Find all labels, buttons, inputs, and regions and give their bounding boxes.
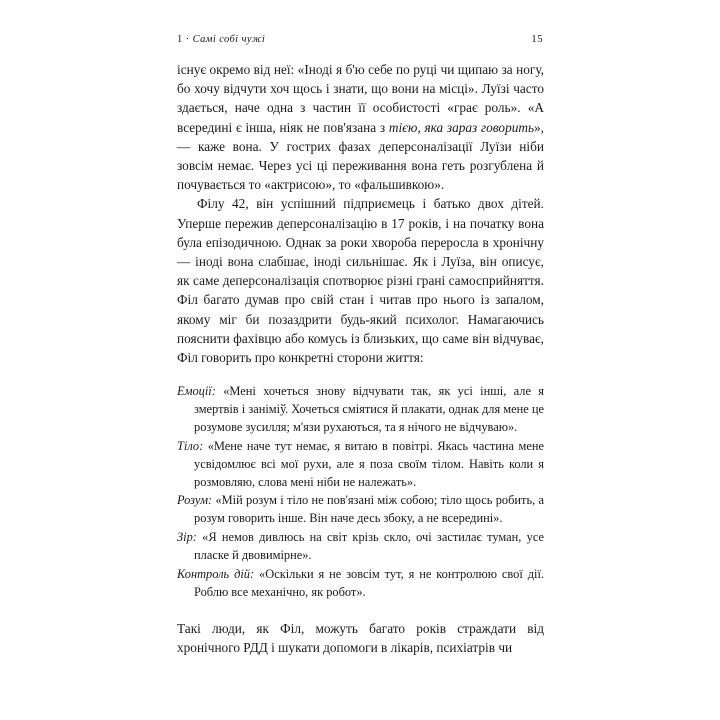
list-item [177, 438, 544, 492]
list-item-term: Зір: [177, 530, 197, 545]
list-item-text: «Я немов дивлюсь на світ крізь скло, очі застилає туман, усе пласке й двовимірне». [194, 530, 544, 562]
list-item-text: «Оскільки я не зовсім тут, я не контролюю свої дії. Роблю все механічно, як робот». [194, 566, 544, 599]
list-item-term: Тіло: [177, 438, 204, 453]
list-item-term: Контроль дій: [177, 566, 255, 581]
running-head-title: Самі собі чужі [192, 34, 266, 45]
paragraph-phil: Філу 42, він успішний підприємець і батько двох дітей. Уперше пережив деперсоналізацію в 17 років, і на початку вона була епізодичною. Однак за роки хвороба переросла в хронічну — іноді вона слабшає, іноді сильнішає. Як і Луїза, він описує, як саме деперсоналізація спотворює різні грані самосприйняття. Філ багато думав про свій стан і читав про нього із запалом, якому міг би позаздрити будь-який психолог. Намагаючись пояснити фахівцю або комусь із близьких, що саме він відчуває, Філ говорить про конкретні сторони життя: [177, 196, 544, 366]
running-head [177, 33, 543, 45]
running-head-separator: · [185, 34, 190, 45]
list-item-text: «Мене наче тут немає, я витаю в повітрі. Якась частина мене усвідомлює всі мої рухи, але я поза своїм тілом. Навіть коли я розмовляю, слова мені ніби не належать». [194, 438, 544, 489]
symptom-list [177, 383, 544, 601]
paragraph-1-part-2: », — каже вона. У гострих фазах деперсоналізації Луїзи ніби зовсім немає. Через усі ці переживання вона геть розгублена й почувається то «актрисою», то «фальшивкою». [177, 119, 545, 193]
body-text-column [177, 60, 544, 657]
list-item-term: Розум: [177, 493, 213, 508]
paragraph-closing: Такі люди, як Філ, можуть багато років страждати від хронічного РДД і шукати допомоги в лікарів, психіатрів чи [177, 620, 544, 655]
list-item [177, 492, 544, 528]
paragraph-1-part-1: існує окремо від неї: «Іноді я б'ю себе по руці чи щипаю за ногу, бо хочу відчути хоч щось і знати, що вони на місці». Луїзі часто здається, наче одна з частин її особистості «грає роль». «А всередині є інша, ніяк не пов'язана з [177, 62, 544, 135]
paragraph-1-italic-phrase: тією, яка зараз говорить [388, 119, 535, 135]
list-item [177, 529, 544, 565]
list-item-text: «Мій розум і тіло не пов'язані між собою; тіло щось робить, а розум говорить інше. Він наче десь збоку, а не всередині». [194, 493, 544, 526]
running-head-left [177, 34, 265, 45]
running-head-chapter-number: 1 [177, 34, 183, 45]
page-number: 15 [531, 33, 543, 45]
paragraph-continued [177, 60, 544, 194]
list-item-text: «Мені хочеться знову відчувати так, як усі інші, але я змертвів і заніміў. Хочеться сміятися й плакати, однак для мене це розумове зусилля; м'язи рухаються, та я нічого не відчуваю». [194, 384, 544, 434]
list-item-term: Емоції: [177, 384, 216, 399]
list-item [177, 566, 544, 602]
list-item [177, 383, 544, 437]
